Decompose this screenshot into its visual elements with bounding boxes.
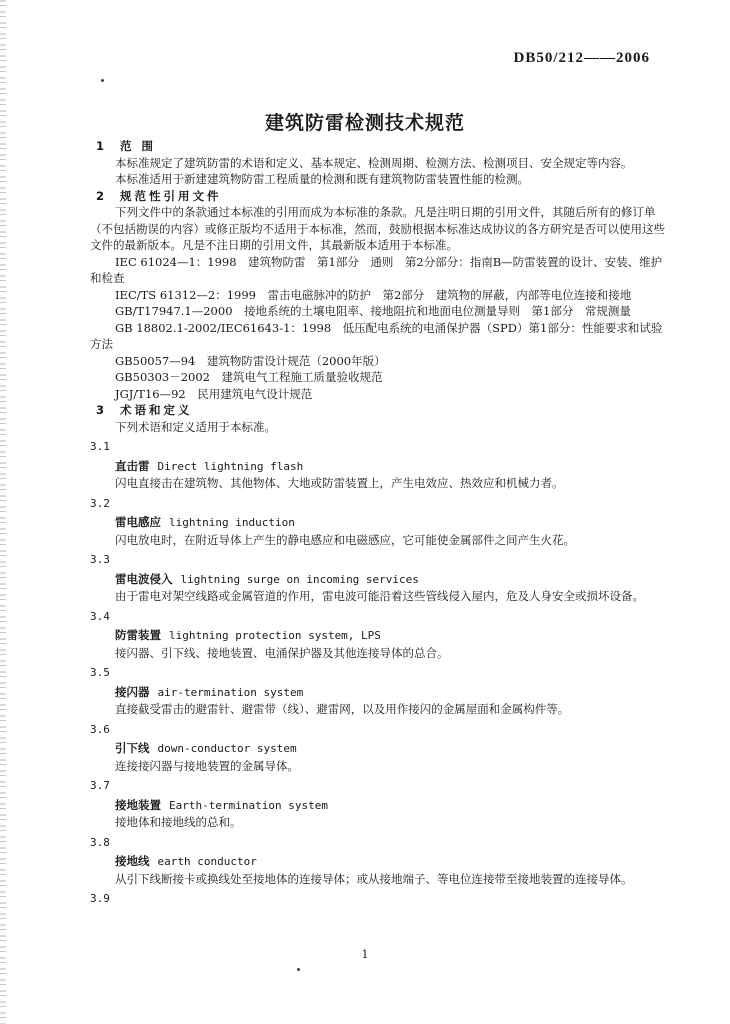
term-definition: 从引下线断接卡或换线处至接地体的连接导体；或从接地端子、等电位连接带至接地装置的连接导体。 xyxy=(115,871,633,886)
section-heading-terms xyxy=(90,402,666,419)
term-number: 3.5 xyxy=(90,666,110,679)
term-title xyxy=(90,514,666,532)
term-entry xyxy=(90,665,666,718)
section-heading-references xyxy=(90,188,666,205)
scope-paragraph: 本标准适用于新建建筑物防雷工程质量的检测和既有建筑物防雷装置性能的检测。 xyxy=(115,172,529,186)
term-chinese: 雷电感应 xyxy=(115,515,161,529)
reference-item: GB50057—94 建筑物防雷设计规范（2000年版） xyxy=(115,353,386,368)
term-number: 3.7 xyxy=(90,779,110,792)
term-title xyxy=(90,797,666,815)
references-intro: 下列文件中的条款通过本标准的引用而成为本标准的条款。凡是注明日期的引用文件，其随后所有的修订单（不包括勘误的内容）或修正版均不适用于本标准，然而，鼓励根据本标准达成协议的各方研究是否可以使用这些文件的最新版本。凡是不注日期的引用文件，其最新版本适用于本标准。 xyxy=(90,205,665,252)
term-number: 3.8 xyxy=(90,835,110,849)
term-number: 3.9 xyxy=(90,892,110,905)
section-number: 3 xyxy=(96,403,108,417)
term-entry xyxy=(90,496,666,549)
reference-item: GB/T17947.1—2000 接地系统的土壤电阻率、接地阻抗和地面电位测量导则 第1部分 常规测量 xyxy=(115,304,631,318)
section-title: 术语和定义 xyxy=(120,403,193,417)
term-title xyxy=(90,458,666,476)
terms-intro: 下列术语和定义适用于本标准。 xyxy=(115,419,276,434)
section-title: 范 围 xyxy=(120,139,157,153)
standard-code: DB50/212——2006 xyxy=(513,50,650,66)
scan-edge-artifact xyxy=(0,0,6,1024)
scope-paragraph: 本标准规定了建筑防雷的术语和定义、基本规定、检测周期、检测方法、检测项目、安全规定等内容。 xyxy=(115,155,633,170)
term-chinese: 引下线 xyxy=(115,741,150,755)
term-english: Direct lightning flash xyxy=(157,459,304,473)
scan-dot xyxy=(297,968,300,971)
scan-dot xyxy=(101,79,104,82)
term-entry xyxy=(90,835,666,888)
term-chinese: 接地装置 xyxy=(115,797,161,812)
term-definition: 直接截受雷击的避雷针、避雷带（线）、避雷网，以及用作接闪的金属屋面和金属构件等。 xyxy=(115,702,570,716)
term-chinese: 雷电波侵入 xyxy=(115,571,173,586)
term-entry xyxy=(90,552,666,605)
term-english: lightning induction xyxy=(169,516,295,529)
section-number: 1 xyxy=(96,139,108,153)
document-title: 建筑防雷检测技术规范 xyxy=(264,112,465,134)
term-chinese: 接地线 xyxy=(115,854,150,868)
term-title xyxy=(90,740,666,758)
term-entry xyxy=(90,609,666,662)
term-english: lightning surge on incoming services xyxy=(180,572,419,586)
term-title xyxy=(90,571,666,589)
term-entry xyxy=(90,778,666,831)
term-entry xyxy=(90,722,666,775)
document-body xyxy=(90,138,666,910)
term-definition: 接地体和接地线的总和。 xyxy=(115,815,242,829)
term-english: down-conductor system xyxy=(157,742,297,755)
term-title xyxy=(90,684,666,702)
term-definition: 连接接闪器与接地装置的金属导体。 xyxy=(115,758,299,773)
term-chinese: 直击雷 xyxy=(115,458,150,473)
page-number: 1 xyxy=(361,948,369,961)
term-definition: 闪电放电时，在附近导体上产生的静电感应和电磁感应，它可能使金属部件之间产生火花。 xyxy=(115,532,575,547)
reference-item: IEC 61024—1：1998 建筑物防雷 第1部分 通则 第2分部分：指南B—防雷装置的设计、安装、维护和检查 xyxy=(90,254,663,285)
term-chinese: 接闪器 xyxy=(115,684,150,699)
term-entry xyxy=(90,891,666,908)
term-number: 3.6 xyxy=(90,722,110,736)
section-number: 2 xyxy=(96,188,108,203)
term-english: Earth-termination system xyxy=(169,798,328,812)
term-english: air-termination system xyxy=(157,685,304,699)
term-number: 3.2 xyxy=(90,496,110,510)
term-definition: 由于雷电对架空线路或金属管道的作用，雷电波可能沿着这些管线侵入屋内，危及人身安全或损坏设备。 xyxy=(115,589,644,603)
term-number: 3.4 xyxy=(90,609,110,623)
term-entry xyxy=(90,439,666,492)
section-heading-scope xyxy=(90,138,666,155)
reference-item: GB 18802.1-2002/IEC61643-1：1998 低压配电系统的电涌保护器（SPD）第1部分：性能要求和试验方法 xyxy=(90,320,663,351)
reference-item: JGJ/T16—92 民用建筑电气设计规范 xyxy=(115,386,313,401)
term-english: earth conductor xyxy=(157,855,257,868)
term-chinese: 防雷装置 xyxy=(115,628,161,642)
term-number: 3.3 xyxy=(90,553,110,566)
term-definition: 闪电直接击在建筑物、其他物体、大地或防雷装置上，产生电效应、热效应和机械力者。 xyxy=(115,476,564,490)
term-number: 3.1 xyxy=(90,440,110,453)
term-title xyxy=(90,627,666,645)
reference-item: GB50303－2002 建筑电气工程施工质量验收规范 xyxy=(115,370,383,384)
reference-item: IEC/TS 61312—2：1999 雷击电磁脉冲的防护 第2部分 建筑物的屏蔽，内部等电位连接和接地 xyxy=(115,287,632,302)
term-title xyxy=(90,853,666,871)
term-definition: 接闪器、引下线、接地装置、电涌保护器及其他连接导体的总合。 xyxy=(115,645,449,660)
section-title: 规范性引用文件 xyxy=(120,188,222,203)
term-english: lightning protection system, LPS xyxy=(169,629,381,642)
